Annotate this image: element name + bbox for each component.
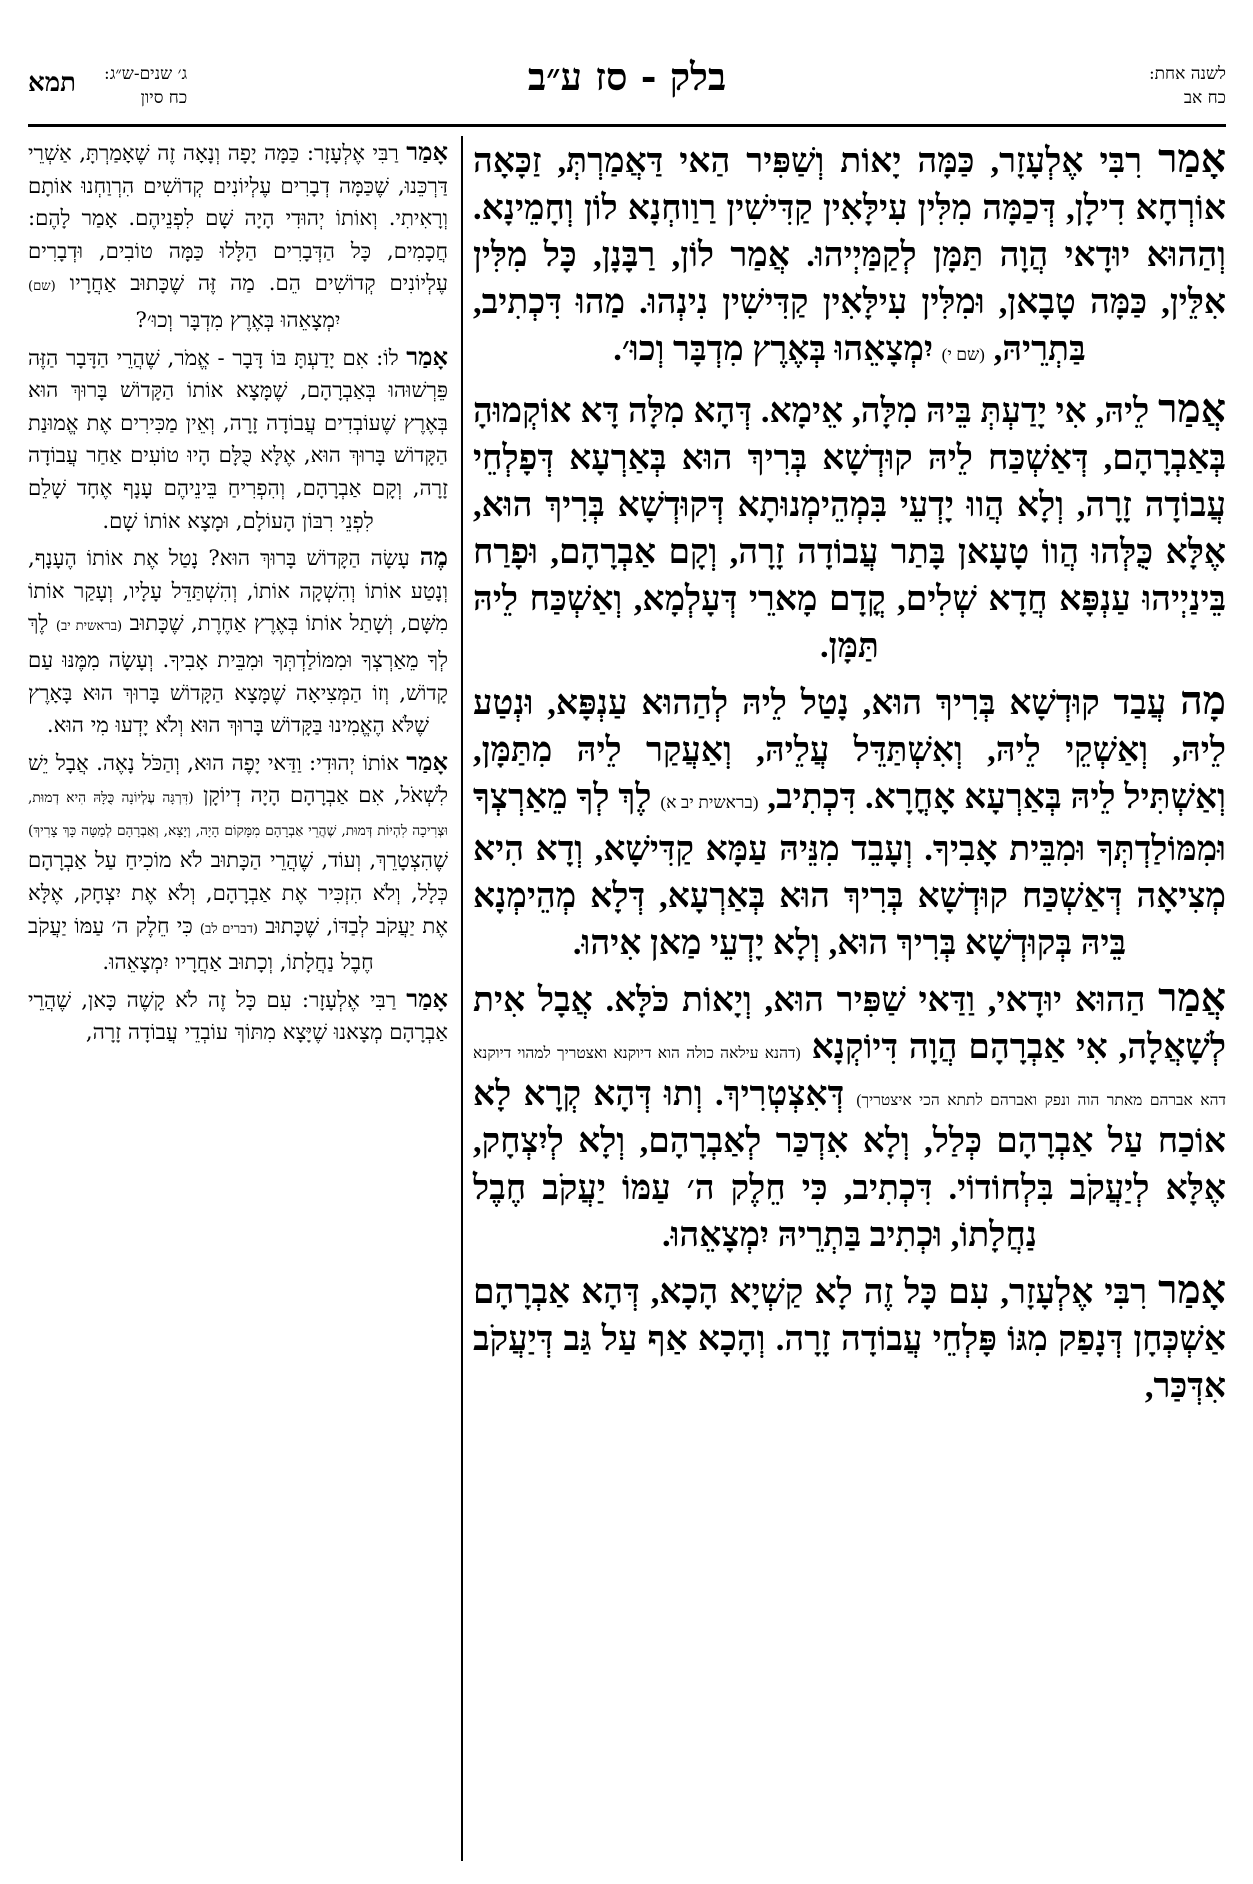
page-header [28, 40, 1226, 124]
paragraph-lead-word: אָמַר [1158, 137, 1226, 181]
paragraph-lead-word: אָמַר [406, 137, 448, 166]
inline-gloss: (דִּרְגָּה עֶלְיוֹנָה כֻּלָּהּ הִיא דְמוּת, וּצְרִיכָה לִהְיוֹת דְּמוּת, שֶׁהֲרֵי אַבְרָהָם מִמָּקוֹם הָיָה, וְיָצָא, וְאַבְרָהָם לְמַטָּה כָּךְ צָרִיךְ) [28, 790, 448, 839]
paragraph-lead-word: מָה [1180, 679, 1226, 723]
source-citation: (בראשית יב) [55, 619, 123, 635]
paragraph-text: יִמְצָאֵהוּ בְּאֶרֶץ מִדְבָּר וְכוּ׳. [613, 330, 942, 368]
side-paragraph-4 [28, 746, 448, 979]
paragraph-text: דְּאִצְטְרִיךְ. וְתוּ דְּהָא קְרָא לָא אוֹכַח עַל אַבְרָהָם כְּלַל, וְלָא אִדְכַּר לְאַבְרָהָם, וְלָא לְיִצְחָק, אֶלָּא לְיַעֲקֹב בִּלְחוֹדוֹי. דִּכְתִיב, כִּי חֵלֶק ה׳ עַמּוֹ יַעֲקֹב חֶבֶל נַחֲלָתוֹ, וּכְתִיב בַּתְרֵיהּ יִמְצָאֵהוּ. [473, 1075, 1226, 1254]
schedule-label: לשנה אחת: [1148, 64, 1226, 84]
side-paragraph-1 [28, 136, 448, 337]
main-paragraph-4 [473, 975, 1226, 1259]
paragraph-text: לֶךְ לְךָ מֵאַרְצְךָ וּמִמּוֹלַדְתְּךָ וּמִבֵּית אָבִיךָ. וְעָשָׂה מִמֶּנּוּ עַם קָדוֹשׁ, וְזוֹ הַמְּצִיאָה שֶׁמָּצָא הַקָּדוֹשׁ בָּרוּךְ הוּא בָּאָרֶץ שֶׁלֹּא הֶאֱמִינוּ בַּקָּדוֹשׁ בָּרוּךְ הוּא וְלֹא יָדְעוּ מִי הוּא. [28, 610, 448, 738]
main-text-column [473, 136, 1226, 1861]
source-citation: (שם) [28, 279, 56, 295]
paragraph-text: רַבִּי אֶלְעָזָר: כַּמָּה יָפָה וְנָאָה זֶה שֶׁאָמַרְתָּ, אַשְׁרֵי דַּרְכֵּנוּ, שֶׁכַּמָּה דְבָרִים עֶלְיוֹנִים קְדוֹשִׁים הִרְוַחְנוּ אוֹתָם וְרָאִיתִי. וְאוֹתוֹ יְהוּדִי הָיָה שָׁם לִפְנֵיהֶם. אָמַר לָהֶם: חֲכָמִים, כָּל הַדְּבָרִים הַלָּלוּ כַּמָּה טוֹבִים, וּדְבָרִים עֶלְיוֹנִים קְדוֹשִׁים הֵם. מַה זֶּה שֶׁכָּתוּב אַחֲרָיו [28, 140, 448, 296]
paragraph-lead-word: אָמַר [406, 746, 448, 776]
paragraph-text: אוֹתוֹ יְהוּדִי: וַדַּאי יָפֶה הוּא, וְהַכֹּל נָאֶה. אֲבָל יֵשׁ לִשְׁאֹל, אִם אַבְרָהָם הָיָה דְיוֹקָן [28, 749, 449, 808]
paragraph-lead-word: אָמַר [406, 983, 448, 1013]
paragraph-text: רִבִּי אֶלְעָזָר, עִם כָּל זֶה לָא קַשְׁיָא הָכָא, דְּהָא אַבְרָהָם אַשְׁכְּחָן דְּנָפַק מִגּוֹ פָּלְחֵי עֲבוֹדָה זָרָה. וְהָכָא אַף עַל גַּב דְּיַעֲקֹב אִדְּכַּר, [473, 1273, 1226, 1405]
paragraph-text: עָשָׂה הַקָּדוֹשׁ בָּרוּךְ הוּא? נָטַל אֶת אוֹתוֹ הֶעָנָף, וְנָטַע אוֹתוֹ וְהִשְׁקָה אוֹתוֹ, וְהִשְׁתַּדֵּל עָלָיו, וְעָקַר אוֹתוֹ מִשָּׁם, וְשָׁתַל אוֹתוֹ בְּאֶרֶץ אַחֶרֶת, שֶׁכָּתוּב [28, 545, 448, 636]
paragraph-text: כִּי חֵלֶק ה׳ עַמּוֹ יַעֲקֹב חֶבֶל נַחֲלָתוֹ, וְכָתוּב אַחֲרָיו יִמְצָאֵהוּ. [28, 912, 374, 975]
page-title: בלק - סז ע״ב [527, 54, 727, 99]
daily-schedule-three-years [104, 62, 187, 110]
paragraph-text: הַהוּא יוּדָאי, וַדַּאי שַׁפִּיר הוּא, וְיָאוֹת כֹּלָּא. אֲבָל אִית לְשָׁאֲלָה, אִי אַבְרָהָם הֲוָה דִּיוֹקְנָא [473, 981, 1226, 1066]
source-citation: (בראשית יב א) [660, 793, 759, 812]
header-rule [28, 124, 1226, 127]
paragraph-text: לוֹ: אִם יָדַעְתָּ בּוֹ דָּבָר - אֱמֹר, שֶׁהֲרֵי הַדָּבָר הַזֶּה פֵּרְשׁוּהוּ בְּאַבְרָהָם, שֶׁמָּצָא אוֹתוֹ הַקָּדוֹשׁ בָּרוּךְ הוּא בְּאֶרֶץ שֶׁעוֹבְדִים עֲבוֹדָה זָרָה, וְאֵין מַכִּירִים אֶת אֱמוּנַת הַקָּדוֹשׁ בָּרוּךְ הוּא, אֶלָּא כֻּלָּם הָיוּ טוֹעִים אַחַר עֲבוֹדָה זָרָה, וְקָם אַבְרָהָם, וְהִפְרִיחַ בֵּינֵיהֶם עָנָף אֶחָד שָׁלֵם לִפְנֵי רִבּוֹן הָעוֹלָם, וּמָצָא אוֹתוֹ שָׁם. [28, 344, 448, 533]
main-paragraph-1 [473, 136, 1226, 378]
paragraph-text: רַבִּי אֶלְעָזָר: עִם כָּל זֶה לֹא קָשֶׁה כָּאן, שֶׁהֲרֵי אַבְרָהָם מְצָאנוּ שֶׁיָּצָא מִתּוֹךְ עוֹבְדֵי עֲבוֹדָה זָרָה, [28, 986, 448, 1045]
page [28, 40, 1226, 1865]
inline-gloss: (דהנא עילאה כולה הוא דיוקנא ואצטריך למהוי דיוקנא דהא אברהם מאתר הוה ונפק ואברהם לתתא הכי איצטריך) [473, 1045, 1226, 1109]
schedule-date: כח אב [1183, 88, 1226, 108]
paragraph-text: רִבִּי אֶלְעָזָר, כַּמָּה יָאוֹת וְשַׁפִּיר הַאי דַּאֲמַרְתְּ, זַכָּאָה אוֹרְחָא דִילָן, דְּכַמָּה מִלִּין עִילָּאִין קַדִּישִׁין רַוַוחְנָא לוֹן וְחָמֵינָא. וְהַהוּא יוּדָאי הֲוָה תַּמָּן לְקַמַּיְיהוּ. אֲמַר לוֹן, רַבָּנָן, כָּל מִלִּין אִלֵּין, כַּמָּה טָבָאן, וּמִלִּין עִילָּאִין קַדִּישִׁין נִינְהוּ. מַהוּ דִּכְתִיב, בַּתְרֵיהּ, [473, 142, 1226, 368]
paragraph-text: לֶךְ לְךָ מֵאַרְצְךָ וּמִמּוֹלַדְתְּךָ וּמִבֵּית אָבִיךָ. וְעָבֵד מִנֵּיהּ עַמָּא קַדִּישָׁא, וְדָא הִיא מְצִיאָה דְּאַשְׁכַּח קוּדְשָׁא בְּרִיךְ הוּא בְּאַרְעָא, דְּלָא מְהֵימְנָא בֵּיהּ בְּקוּדְשָׁא בְּרִיךְ הוּא, וְלָא יָדְעֵי מַאן אִיהוּ. [473, 778, 1226, 962]
side-paragraph-2 [28, 341, 448, 538]
paragraph-lead-word: אֲמַר [1158, 976, 1226, 1020]
main-paragraph-2 [473, 386, 1226, 670]
paragraph-lead-word: אֲמַר [1158, 387, 1226, 431]
side-paragraph-3 [28, 541, 448, 742]
paragraph-text: יִמְצָאֵהוּ בְּאֶרֶץ מִדְבָּר וְכוּ׳? [135, 306, 341, 332]
column-divider [461, 136, 463, 1861]
main-paragraph-5 [473, 1267, 1226, 1410]
paragraph-lead-word: אָמַר [406, 341, 448, 371]
page-number: תמא [28, 68, 76, 98]
paragraph-text: לֵיהּ, אִי יָדַעְתְּ בֵּיהּ מִלָּה, אֵימָא. דְּהָא מִלָּה דָּא אוֹקְמוּהָ בְּאַבְרָהָם, דְּאַשְׁכַּח לֵיהּ קוּדְשָׁא בְּרִיךְ הוּא בְּאַרְעָא דְּפָלְחֵי עֲבוֹדָה זָרָה, וְלָא הֲווּ יָדְעֵי בִּמְהֵימְנוּתָא דְּקוּדְשָׁא בְּרִיךְ הוּא, אֶלָּא כֻּלְּהוּ הֲווֹ טָעָאן בָּתַר עֲבוֹדָה זָרָה, וְקָם אַבְרָהָם, וּפָרַח בֵּינַיְיהוּ עַנְפָּא חֲדָא שְׁלִים, קֳדָם מָארֵי דְּעָלְמָא, וְאַשְׁכַּח לֵיהּ תַּמָּן. [473, 392, 1226, 665]
paragraph-lead-word: מֶה [419, 542, 448, 572]
paragraph-lead-word: אָמַר [1158, 1268, 1226, 1312]
side-paragraph-5 [28, 983, 448, 1049]
translation-column [28, 136, 448, 1861]
source-citation: (שם י) [941, 345, 985, 364]
schedule-date: כח סיון [140, 88, 188, 108]
schedule-label: ג׳ שנים-ש״ג: [104, 64, 188, 84]
main-paragraph-3 [473, 678, 1226, 967]
source-citation: (דברים לב) [199, 921, 258, 937]
paragraph-text: שֶׁהִצְטָרֵךְ, וְעוֹד, שֶׁהֲרֵי הַכָּתוּב לֹא מוֹכִיחַ עַל אַבְרָהָם כְּלָל, וְלֹא הִזְכִּיר אֶת אַבְרָהָם, וְלֹא אֶת יִצְחָק, אֶלָּא אֶת יַעֲקֹב לְבַדּוֹ, שֶׁכָּתוּב [28, 847, 448, 938]
paragraph-text: עֲבַד קוּדְשָׁא בְּרִיךְ הוּא, נָטַל לֵיהּ לְהַהוּא עַנְפָּא, וּנְטַע לֵיהּ, וְאַשְׁקֵי לֵיהּ, וְאִשְׁתַּדֵּל עֲלֵיהּ, וְאַעֲקַר לֵיהּ מִתַּמָּן, וְאַשְׁתִּיל לֵיהּ בְּאַרְעָא אָחֳרָא. דִּכְתִיב, [473, 684, 1226, 816]
